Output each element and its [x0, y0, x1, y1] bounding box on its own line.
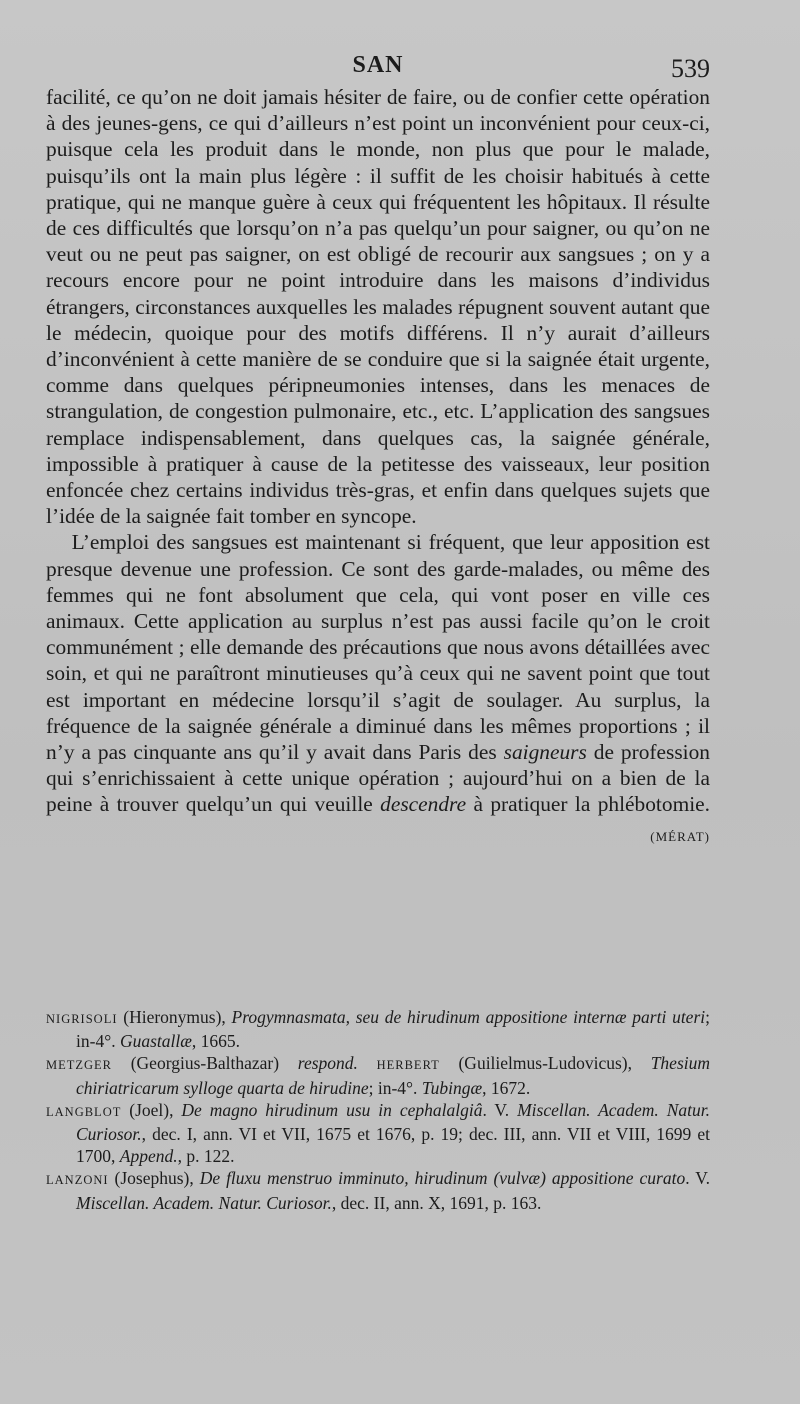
reference-journal: Miscellan. Academ. Natur. Curiosor. — [76, 1099, 710, 1145]
paragraph-1: facilité, ce qu’on ne doit jamais hésiter de faire, ou de confier cette opération à des jeunes-gens, ce qui d’ailleurs n’est point un inconvénient pour ceux-ci, puisque cela les produit dans le monde, non plus que pour le malade, puisqu’ils ont la main plus légère : il suffit de les choisir habitués à cette pratique, qui ne manque guère à ceux qui fréquentent les hôpitaux. Il résulte de ces difficultés que lorsqu’on n’a pas quelqu’un pour saigner, ou qu’on ne veut ou ne peut pas saigner, on est obligé de recourir aux sangsues ; on y a recours encore pour ne point introduire dans les maisons d’individus étrangers, circonstances auxquelles les malades répugnent souvent autant que le médecin, quoique pour des motifs différens. Il n’y aurait d’ailleurs d’inconvénient à cette manière de se conduire que si la saignée était urgente, comme dans quelques péripneumonies intenses, dans les menaces de strangulation, de congestion pulmonaire, etc., etc. L’application des sangsues remplace indispensablement, dans quelques cas, la saignée générale, impossible à pratiquer à cause de la petitesse des vaisseaux, leur position enfoncée chez certains individus très-gras, et enfin dans quelques sujets que l’idée de la saignée fait tomber en syncope. — [46, 85, 710, 529]
reference-entry — [46, 1006, 710, 1052]
reference-entry — [46, 1052, 710, 1098]
bibliography — [46, 1006, 710, 1214]
reference-details: ; in-4°. — [76, 1007, 710, 1052]
running-head: SAN — [352, 52, 404, 78]
paragraph-2-text-continued: de profession qui s’enrichissaient à cette unique opération ; aujourd’hui on a bien de la peine à trouver quelqu’un qui veuille — [46, 740, 710, 817]
reference-appendix: Append. — [119, 1146, 178, 1167]
reference-place: Guastallæ — [119, 1031, 192, 1052]
italic-term-descendre: descendre — [380, 792, 467, 817]
reference-author: LANZONI — [46, 1173, 109, 1188]
paragraph-2-text: L’emploi des sangsues est maintenant si fréquent, que leur apposition est presque devenue une profession. Ce sont des garde-malades, ou même des femmes qui ne font absolument que cela, qui vont poser en ville ces animaux. Cette application au surplus n’est pas aussi facile qu’on le croit communément ; elle demande des précautions que nous avons détaillées avec soin, et qui ne paraîtront minutieuses qu’à ceux qui ne savent point que tout est important en médecine lorsqu’il s’agit de soulager. Au surplus, la fréquence de la saignée générale a diminué dans les mêmes proportions ; il n’y a pas cinquante ans qu’il y avait dans Paris des — [46, 530, 710, 765]
reference-author: HERBERT — [376, 1058, 440, 1073]
paragraph-2-text-end: à pratiquer la phlébotomie. — [466, 792, 710, 817]
reference-details: ; in-4°. — [368, 1077, 422, 1098]
reference-author: METZGER — [46, 1058, 113, 1073]
reference-year: , 1672. — [482, 1077, 531, 1098]
reference-author: LANGBLOT — [46, 1104, 122, 1119]
reference-entry — [46, 1167, 710, 1213]
reference-author: NIGRISOLI — [46, 1012, 118, 1026]
reference-details: . V. — [685, 1168, 710, 1189]
reference-author-given: (Hieronymus), — [117, 1007, 232, 1027]
reference-journal: Miscellan. Academ. Natur. Curiosor. — [76, 1192, 332, 1213]
reference-title: De fluxu menstruo imminuto, hirudinum (vulvæ) appositione curato — [199, 1168, 686, 1189]
reference-author-given: (Guilielmus-Ludovicus), — [439, 1053, 651, 1074]
paragraph-2 — [46, 529, 710, 843]
reference-details: , dec. I, ann. VI et VII, 1675 et 1676, p. 19; dec. III, ann. VII et VIII, 1699 et 1700, — [76, 1124, 710, 1167]
reference-author-given: (Joel), — [121, 1099, 182, 1120]
reference-author-given: (Georgius-Balthazar) — [112, 1053, 298, 1074]
reference-year: , 1665. — [191, 1031, 241, 1052]
reference-author-given: (Josephus), — [108, 1168, 200, 1189]
author-signature: (MÉRAT) — [650, 828, 710, 844]
article-body — [46, 84, 710, 850]
reference-title: Progymnasmata, seu de hirudinum appositione internæ parti uteri — [231, 1007, 706, 1027]
reference-pages: , p. 122. — [177, 1146, 235, 1167]
reference-title: Thesium chiriatricarum sylloge quarta de hirudine — [76, 1053, 710, 1098]
reference-details: . V. — [482, 1099, 518, 1120]
reference-pages: , dec. II, ann. X, 1691, p. 163. — [331, 1192, 542, 1213]
page-number: 539 — [671, 54, 710, 83]
page-header — [46, 52, 710, 88]
reference-place: Tubingæ — [421, 1077, 483, 1098]
reference-title: De magno hirudinum usu in cephalalgiâ — [181, 1099, 483, 1120]
italic-term-saigneurs: saigneurs — [503, 740, 587, 765]
reference-spacer — [358, 1053, 377, 1073]
reference-role: respond. — [297, 1053, 358, 1074]
reference-entry — [46, 1099, 710, 1168]
